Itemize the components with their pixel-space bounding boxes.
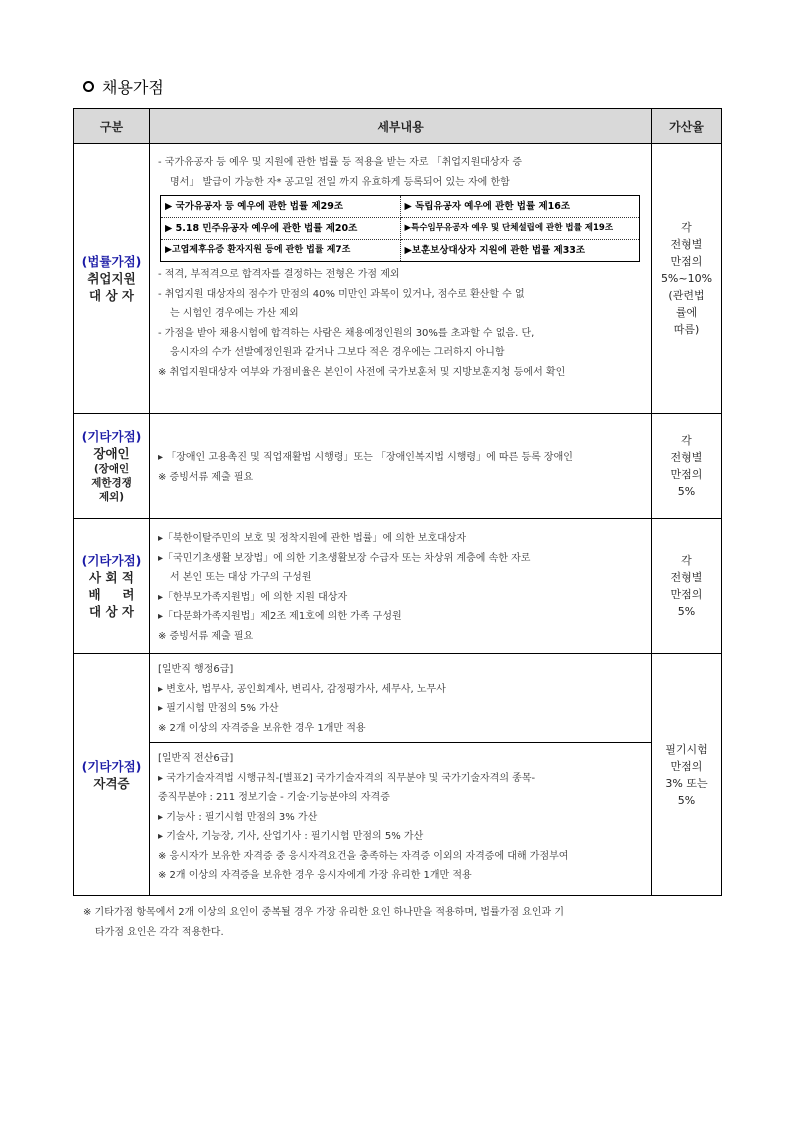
footnote [83,903,723,943]
header-rate: 가산율 [652,109,722,144]
detail-line: ※ 취업지원대상자 여부와 가점비율은 본인이 사전에 국가보훈처 및 지방보훈지청 등에서 확인 [158,366,566,378]
detail-line: ▸ 기능사 : 필기시험 만점의 3% 가산 [158,811,318,823]
law-item: ▶ 국가유공자 등 예우에 관한 법률 제29조 [161,196,401,218]
category-social [74,519,150,654]
category-subnote: 제외) [98,491,125,503]
circle-bullet-icon [83,81,94,92]
category-subnote: 제한경쟁 [91,477,132,489]
table-row-legal [74,144,722,414]
category-tag: (기타가점) [81,758,142,774]
detail-line: 는 시험인 경우에는 가산 제외 [170,308,299,319]
rate-line: (관련법 [668,289,705,302]
rate-line: 5% [677,605,696,618]
rate-line: 각 [681,221,692,234]
rate-line: 전형별 [670,571,703,584]
category-tag: (기타가점) [81,429,142,444]
category-tag: (기타가점) [81,553,142,568]
rate-line: 따름) [673,323,700,336]
detail-line: ※ 2개 이상의 자격증을 보유한 경우 1개만 적용 [158,722,366,734]
details-social [150,519,652,654]
category-name-line: 대 상 자 [89,604,134,619]
detail-line: ▸「다문화가족지원법」제2조 제1호에 의한 가족 구성원 [158,611,402,622]
law-item: ▶ 독립유공자 예우에 관한 법률 제16조 [400,196,640,218]
details-certificate [150,654,652,896]
section-heading [83,74,164,98]
detail-line: ▸ 「장애인 고용촉진 및 직업재활법 시행령」또는 「장애인복지법 시행령」에 따른 등록 장애인 [158,452,573,463]
rate-disabled [652,414,722,519]
table-row-certificate [74,654,722,896]
detail-line: - 가점을 받아 채용시험에 합격하는 사람은 채용예정인원의 30%를 초과할 수 없음. 단, [158,327,535,339]
category-name: 장애인 [93,446,130,461]
detail-line: ▸ 필기시험 만점의 5% 가산 [158,703,279,714]
detail-line: - 취업지원 대상자의 점수가 만점의 40% 미만인 과목이 있거나, 점수로 환산할 수 없 [158,288,525,300]
detail-line: - 국가유공자 등 예우 및 지원에 관한 법률 등 적용을 받는 자로 「취업지원대상자 증 [158,157,523,168]
detail-line: ▸「한부모가족지원법」에 의한 지원 대상자 [158,591,348,603]
category-name: 자격증 [93,775,130,791]
law-item: ▶보훈보상대상자 지원에 관한 법률 제33조 [400,240,640,262]
category-legal [74,144,150,414]
rate-line: 5%~10% [660,272,713,285]
table-row-social [74,519,722,654]
detail-line: 응시자의 수가 선발예정인원과 같거나 그보다 적은 경우에는 그러하지 아니함 [170,347,505,358]
category-name-line: 취업지원 [87,271,136,286]
rate-line: 각 [681,554,692,567]
category-subnote: (장애인 [93,463,130,475]
detail-line: ▸ 기술사, 기능장, 기사, 산업기사 : 필기시험 만점의 5% 가산 [158,831,424,842]
detail-line: ▸「국민기초생활 보장법」에 의한 기초생활보장 수급자 또는 차상위 계층에 속한 자로 [158,552,531,564]
detail-line: [일반직 행정6급] [158,664,234,675]
admin-grade-section [150,654,651,743]
category-name-line: 배 려 [88,587,135,602]
category-tag: (법률가점) [81,254,142,269]
category-name-line: 사 회 적 [89,570,134,585]
law-item: ▶특수임무유공자 예우 및 단체설립에 관한 법률 제19조 [400,218,640,240]
detail-line: ▸ 국가기술자격법 시행규칙-[별표2] 국가기술자격의 직무분야 및 국가기술자격의 종목- [158,772,536,784]
rate-line: 각 [681,434,692,447]
rate-line: 필기시험 [665,742,708,756]
law-row [161,240,640,262]
rate-line: 만점의 [670,759,703,773]
footnote-line: 타가점 요인은 각각 적용한다. [95,927,224,938]
rate-line: 만점의 [670,468,703,481]
law-list-table [160,195,640,262]
detail-line: [일반직 전산6급] [158,753,234,764]
rate-social [652,519,722,654]
detail-line: ※ 증빙서류 제출 필요 [158,471,254,483]
law-row [161,196,640,218]
rate-line: 전형별 [670,451,703,464]
table-header-row [74,109,722,144]
law-row [161,218,640,240]
details-legal [150,144,652,414]
rate-line: 전형별 [670,238,703,251]
category-certificate [74,654,150,896]
rate-line: 3% 또는 [665,776,708,790]
rate-line: 5% [677,793,696,807]
rate-line: 률에 [675,306,698,319]
header-details: 세부내용 [150,109,652,144]
detail-line: 명서」 발급이 가능한 자* 공고일 전일 까지 유효하게 등록되어 있는 자에 한함 [170,176,510,188]
category-disabled [74,414,150,519]
section-title: 채용가점 [102,77,164,97]
detail-line: ▸「북한이탈주민의 보호 및 정착지원에 관한 법률」에 의한 보호대상자 [158,533,467,544]
rate-legal [652,144,722,414]
rate-line: 만점의 [670,255,703,268]
header-category: 구분 [74,109,150,144]
detail-line: ※ 증빙서류 제출 필요 [158,630,254,642]
table-row-disabled [74,414,722,519]
detail-line: ▸ 변호사, 법무사, 공인회계사, 변리사, 감정평가사, 세무사, 노무사 [158,683,446,695]
details-disabled [150,414,652,519]
rate-line: 5% [677,485,696,498]
law-item: ▶고엽제후유증 환자지원 등에 관한 법률 제7조 [161,240,401,262]
rate-line: 만점의 [670,588,703,601]
detail-line: - 적격, 부적격으로 합격자를 결정하는 전형은 가점 제외 [158,269,400,280]
detail-line: 중직무분야 : 211 정보기술 - 기술·기능분야의 자격증 [158,792,390,803]
detail-line: ※ 응시자가 보유한 자격증 중 응시자격요건을 충족하는 자격증 이외의 자격증에 대해 가점부여 [158,850,569,862]
law-item: ▶ 5.18 민주유공자 예우에 관한 법률 제20조 [161,218,401,240]
it-grade-section [150,743,651,890]
footnote-line: ※ 기타가점 항목에서 2개 이상의 요인이 중복될 경우 가장 유리한 요인 하나만을 적용하며, 법률가점 요인과 기 [83,907,564,918]
detail-line: 서 본인 또는 대상 가구의 구성원 [170,572,312,583]
category-name-line: 대 상 자 [89,288,134,303]
detail-line: ※ 2개 이상의 자격증을 보유한 경우 응시자에게 가장 유리한 1개만 적용 [158,870,472,881]
bonus-points-table [73,108,722,896]
rate-certificate [652,654,722,896]
